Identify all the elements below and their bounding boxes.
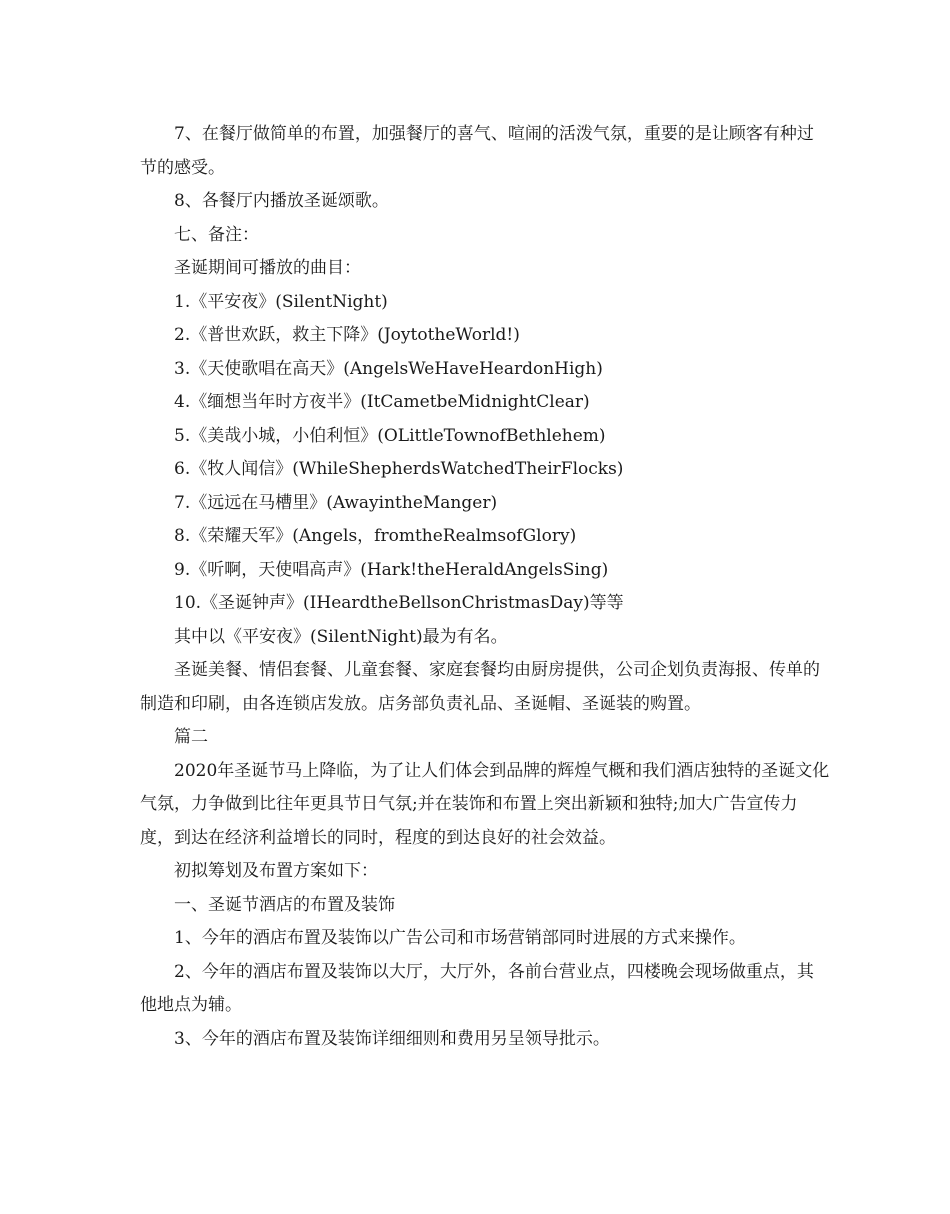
song-list-item: 1.《平安夜》(SilentNight) (174, 291, 388, 312)
song-list-item: 4.《缅想当年时方夜半》(ItCametbeMidnightClear) (174, 392, 590, 412)
song-list-item: 6.《牧人闻信》(WhileShepherdsWatchedTheirFlocks) (174, 459, 624, 479)
paragraph: 1、今年的酒店布置及装饰以广告公司和市场营销部同时进展的方式来操作。 (174, 928, 746, 948)
song-list-item: 10.《圣诞钟声》(IHeardtheBellsonChristmasDay)等等 (174, 593, 624, 613)
song-list-item: 2.《普世欢跃，救主下降》(JoytotheWorld!) (174, 325, 520, 345)
song-list-item: 5.《美哉小城，小伯利恒》(OLittleTownofBethlehem) (174, 425, 606, 446)
section-heading: 一、圣诞节酒店的布置及装饰 (174, 894, 395, 915)
section-heading: 篇二 (174, 727, 208, 747)
paragraph: 8、各餐厅内播放圣诞颂歌。 (174, 191, 389, 211)
paragraph: 2020年圣诞节马上降临，为了让人们体会到品牌的辉煌气概和我们酒店独特的圣诞文化气氛，力争做到比往年更具节日气氛;并在装饰和布置上突出新颖和独特;加大广告宣传力度，到达在经济利益增长的同时，程度的到达良好的社会效益。 (140, 760, 830, 848)
paragraph: 2、今年的酒店布置及装饰以大厅，大厅外，各前台营业点，四楼晚会现场做重点，其他地点为辅。 (140, 961, 814, 1015)
paragraph: 7、在餐厅做简单的布置，加强餐厅的喜气、喧闹的活泼气氛，重要的是让顾客有种过节的感受。 (140, 124, 814, 178)
song-list-item: 9.《听啊，天使唱高声》(Hark!theHeraldAngelsSing) (174, 559, 609, 580)
paragraph: 3、今年的酒店布置及装饰详细细则和费用另呈领导批示。 (174, 1028, 610, 1049)
paragraph: 圣诞美餐、情侣套餐、儿童套餐、家庭套餐均由厨房提供，公司企划负责海报、传单的制造和印刷，由各连锁店发放。店务部负责礼品、圣诞帽、圣诞装的购置。 (140, 660, 820, 714)
section-heading: 七、备注： (174, 224, 259, 245)
song-list-item: 7.《远远在马槽里》(AwayintheManger) (174, 492, 498, 513)
song-list-item: 8.《荣耀天军》(Angels，fromtheRealmsofGlory) (174, 526, 577, 546)
paragraph: 其中以《平安夜》(SilentNight)最为有名。 (174, 626, 508, 647)
song-list-item: 3.《天使歌唱在高天》(AngelsWeHaveHeardonHigh) (174, 358, 603, 379)
paragraph: 圣诞期间可播放的曲目： (174, 258, 361, 278)
paragraph: 初拟筹划及布置方案如下： (174, 861, 378, 881)
document-body (140, 118, 830, 1056)
